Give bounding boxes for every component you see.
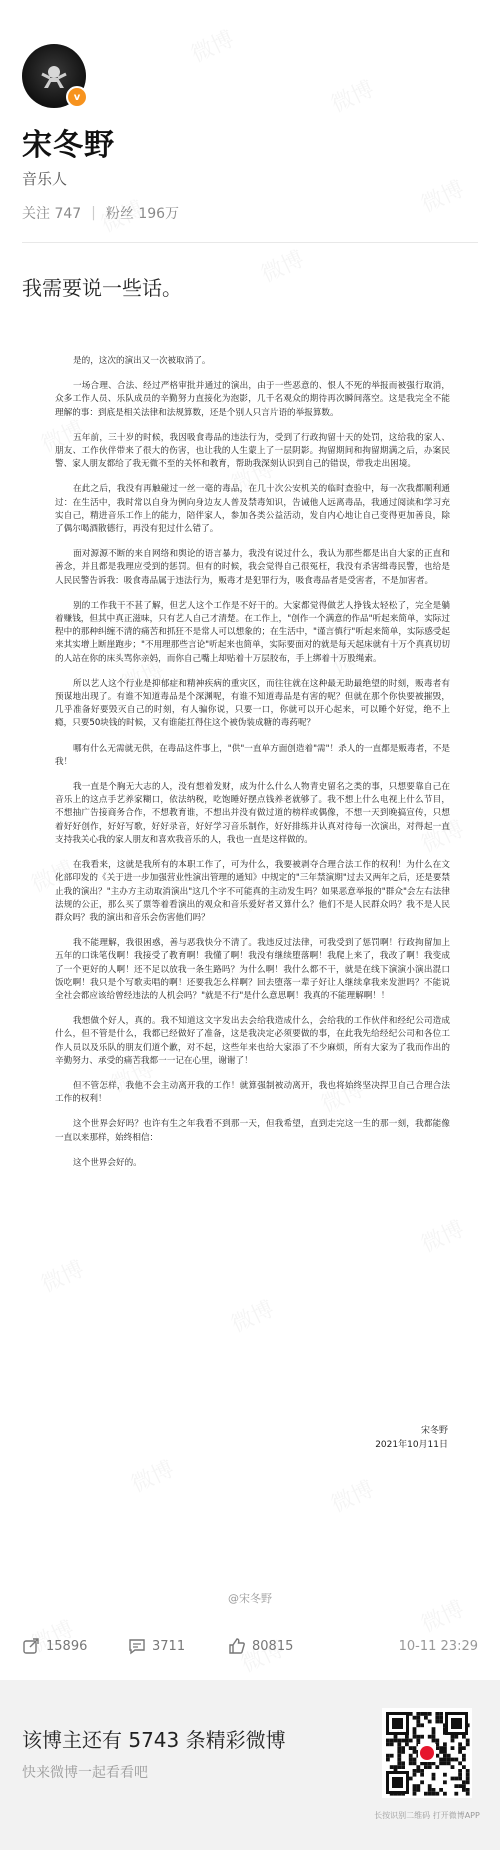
like-icon <box>228 1637 246 1655</box>
comment-icon <box>128 1637 146 1655</box>
like-button[interactable] <box>228 1637 293 1655</box>
watermark-text <box>36 1252 89 1299</box>
image-credit: @宋冬野 <box>228 1592 272 1605</box>
share-button[interactable] <box>22 1637 87 1655</box>
qr-code[interactable] <box>382 1708 472 1798</box>
profile-stats <box>22 203 482 223</box>
post-body <box>55 355 450 1182</box>
following-count[interactable]: 关注 747 <box>22 206 82 222</box>
signature-name: 宋冬野 <box>420 1426 448 1436</box>
profile-name: 宋冬野 <box>22 128 115 163</box>
like-count: 80815 <box>252 1638 294 1654</box>
verified-badge-icon: v <box>66 86 88 108</box>
comment-button[interactable] <box>128 1637 185 1655</box>
followers-count[interactable]: 粉丝 196万 <box>105 206 180 222</box>
signature-date: 2021年10月11日 <box>375 1440 448 1450</box>
comment-count: 3711 <box>152 1638 186 1654</box>
letter-paragraph: 是的，这次的演出又一次被取消了。 <box>73 356 211 366</box>
letter-paragraph: 在此之后，我没有再触碰过一丝一毫的毒品，在几十次公安机关的临时查验中，每一次我都顺利通过：在生活中，我时常以自身为例向身边友人普及禁毒知识，告诫他人远离毒品，我通过阅读和学习充实自己，精进音乐工作上的能力，陪伴家人，参加各类公益活动，发自内心地让自己变得更加善良，除了偶尔喝酒散德行，再没有犯过什么错了。 <box>55 484 450 535</box>
post-time: 10-11 23:29 <box>398 1638 478 1654</box>
avatar[interactable] <box>22 44 86 108</box>
profile-role: 音乐人 <box>22 170 68 188</box>
watermark-text <box>256 242 309 289</box>
watermark-text <box>226 1292 279 1339</box>
letter-paragraph: 别的工作我干不甚了解，但艺人这个工作是不好干的。大家都觉得做艺人挣钱太轻松了，完全是躺着赚钱，但其中真正滋味，只有艺人自己才清楚。在工作上，"创作一个满意的作品"听起来简单，实际过程中的那种纠缠不清的痛苦和抓狂不是常人可以想象的；在生活中，"谨言慎行"听起来简单，实际感受起来其实增上断崖跑步；"不用理那些言论"听起来也简单，实际要面对的就是每天起床就有十万个真真切切的人站在你的床头骂你亲妈，而你自己嘴上却贴着十万层胶布，手上绑着十万股绳索。 <box>55 600 450 664</box>
qr-caption: 长按识别二维码 打开微博APP <box>374 1811 480 1820</box>
share-icon <box>22 1637 40 1655</box>
promo-text: 该博主还有 5743 条精彩微博 <box>22 1728 286 1752</box>
letter-paragraph: 这个世界会好的。 <box>73 1157 142 1168</box>
profile-divider <box>22 242 478 243</box>
watermark-text <box>416 1212 469 1259</box>
letter-paragraph: 面对源源不断的来自网络和舆论的语言暴力，我没有说过什么，我认为那些都是出自大家的正直和善念，并且都是我理应受到的惩罚。但有的时候，我会觉得自己很冤枉，我没有杀害缉毒民警，也给是人民民警告诉我：吸食毒品属于违法行为，贩毒才是犯罪行为，吸食毒品者是受害者，不是加害者。 <box>55 549 450 586</box>
letter-paragraph: 但不管怎样，我他不会主动离开我的工作！就算强制被动离开，我也将始终坚决捍卫自己合理合法工作的权利！ <box>55 1080 450 1105</box>
letter-paragraph: 在我看来，这就是我所有的本职工作了，可为什么，我要被剥夺合理合法工作的权利！为什么在文化部印发的《关于进一步加强营业性演出管理的通知》中规定的"三年禁演期"过去又两年之后，还是要禁止我的演出？"主办方主动取消演出"这几个字不可能真的主动发生吗？如果恶意举报的"群众"会左右法律法规的公正，那么买了票等着看演出的观众和音乐爱好者又算什么？他们不是人民群众吗？我不是人民群众吗？我的演出和音乐会伤害他们吗？ <box>55 860 450 923</box>
signature <box>328 1424 448 1452</box>
letter-paragraph: 五年前，三十岁的时候，我因吸食毒品的违法行为，受到了行政拘留十天的处罚，这给我的家人、朋友、工作伙伴带来了很大的伤害，也让我的人生蒙上了一层阴影。拘留期间和拘留期满之后，办案民警、家人朋友都给了我无微不至的关怀和教育，帮助我深刻认识到自己的错误，带我走出困境。 <box>55 432 450 470</box>
qr-pattern <box>382 1708 472 1798</box>
post-title: 我需要说一些话。 <box>22 276 182 300</box>
profile-header <box>22 44 482 223</box>
promo-subtext: 快来微博一起看看吧 <box>22 1765 148 1781</box>
watermark-text <box>326 1472 379 1519</box>
watermark-text <box>126 1452 179 1499</box>
letter-paragraph: 我想做个好人，真的。我不知道这文字发出去会给我造成什么，会给我的工作伙伴和经纪公司造成什么，但不管是什么，我都已经做好了准备，这是我决定必须要做的事，在此我先给经纪公司和各位工作人员以及乐队的朋友们道个歉，对不起，这些年来也给大家添了不少麻烦，所有大家为了我而作出的辛勤努力、承受的痛苦我都一一记在心里，谢谢了！ <box>55 1016 450 1066</box>
letter-paragraph: 我一直是个胸无大志的人，没有想着发财，成为什么什么人物青史留名之类的事，只想要靠自己在音乐上的这点手艺养家糊口，依法纳税，吃饱睡好摆点钱养老就够了。我不想上什么电视上什么节目，不想抽广告接商务合作，不想教育谁，不想出并没有做过道的榜样或偶像，不想一天到晚搞宣传，只想着好好创作，好好写歌，好好录音，好好学习音乐制作，好好排练并认真对待每一次演出，对得起一直支持我关心我的家人朋友和喜欢我音乐的人，我也一直是这样做的。 <box>55 782 450 845</box>
footer-promo <box>0 1680 500 1850</box>
letter-paragraph: 哪有什么无需就无供，在毒品这件事上，"供"一直单方面创造着"需"！杀人的一直都是贩毒者，不是我！ <box>55 743 450 767</box>
share-count: 15896 <box>46 1638 88 1654</box>
action-bar <box>0 1626 500 1666</box>
letter-paragraph: 一场合理、合法、经过严格审批并通过的演出，由于一些恶意的、恨人不死的举报而被强行取消，众多工作人员、乐队成员的辛勤努力直接化为泡影，几千名观众的期待再次瞬间落空。这是我完全不能理解的事：到底是相关法律和法规算数，还是个别人只言片语的举报算数。 <box>55 381 450 418</box>
letter-paragraph: 这个世界会好吗？也许有生之年我看不到那一天，但我希望，直到走完这一生的那一刻，我都能像一直以来那样，始终相信： <box>55 1119 450 1143</box>
stats-divider: | <box>91 205 96 221</box>
letter-paragraph: 我不能理解，我很困惑，善与恶我快分不清了。我违反过法律，可我受到了惩罚啊！行政拘留加上五年的口诛笔伐啊！我接受了教育啊！我懂了啊！我没有继续堕落啊！我爬上来了，我改了啊！我变成了一个更好的人啊！还不足以放我一条生路吗？为什么啊！我什么都不干，就是在线下演演小演出混口饭吃啊！我只是个写歌卖唱的啊！还要我怎么样啊？回去堕落一辈子好让人继续拿我来发泄吗？不能说全社会都应该给曾经违法的人机会吗？"就是不行"是什么意思啊！我真的不能理解啊！！ <box>55 938 450 1001</box>
letter-paragraph: 所以艺人这个行业是抑郁症和精神疾病的重灾区，而往往就在这种最无助最绝望的时刻，贩毒者有预谋地出现了。有谁不知道毒品是个深渊呢，有谁不知道毒品是有害的呢？但就在那个你快要被摧毁，几乎准备好要毁灭自己的时刻，有人骗你说，只要一口，你就可以开心起来，可以睡个好觉，绝不上瘾，只要50块钱的时候，又有谁能扛得住这个被伪装成糖的毒药呢？ <box>55 678 450 729</box>
